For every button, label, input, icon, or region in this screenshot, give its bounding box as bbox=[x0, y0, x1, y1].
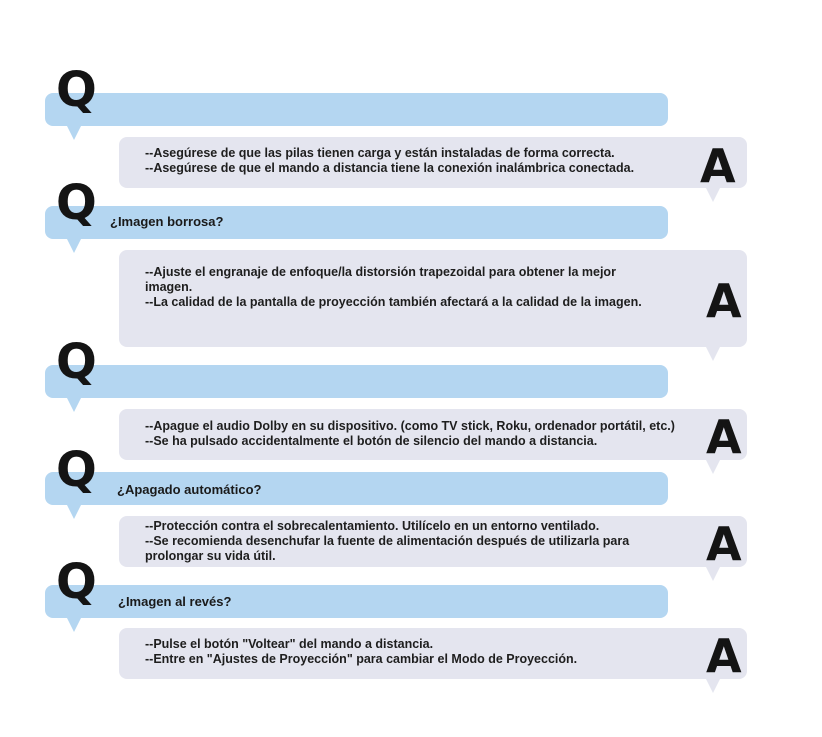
answer-text bbox=[145, 265, 642, 310]
answer-text bbox=[145, 519, 629, 564]
question-bar-tail bbox=[67, 239, 81, 253]
question-q-icon: Q bbox=[56, 62, 97, 118]
question-bar-tail bbox=[67, 618, 81, 632]
answer-line: --Asegúrese de que el mando a distancia tiene la conexión inalámbrica conectada. bbox=[145, 161, 635, 175]
question-q-icon: Q bbox=[56, 175, 97, 231]
question-bar-tail bbox=[67, 398, 81, 412]
answer-line: imagen. bbox=[145, 280, 193, 294]
answer-line: --Asegúrese de que las pilas tienen carga y están instaladas de forma correcta. bbox=[145, 146, 615, 160]
question-bar-tail bbox=[67, 126, 81, 140]
answer-line: --La calidad de la pantalla de proyección también afectará a la calidad de la imagen. bbox=[145, 295, 642, 309]
question-q-icon: Q bbox=[56, 554, 97, 610]
question-text: ¿Imagen al revés? bbox=[118, 594, 232, 609]
question-text: ¿Apagado automático? bbox=[117, 482, 262, 497]
answer-text bbox=[145, 146, 634, 176]
answer-text bbox=[145, 637, 577, 667]
answer-a-icon: A bbox=[700, 139, 736, 193]
question-text: ¿Imagen borrosa? bbox=[110, 214, 224, 229]
answer-line: --Ajuste el engranaje de enfoque/la distorsión trapezoidal para obtener la mejor bbox=[145, 265, 616, 279]
answer-a-icon: A bbox=[706, 410, 742, 464]
answer-line: --Pulse el botón "Voltear" del mando a distancia. bbox=[145, 637, 434, 651]
answer-a-icon: A bbox=[706, 274, 742, 328]
answer-line: --Se recomienda desenchufar la fuente de alimentación después de utilizarla para bbox=[145, 534, 630, 548]
question-bar-tail bbox=[67, 505, 81, 519]
question-q-icon: Q bbox=[56, 334, 97, 390]
answer-box-tail bbox=[706, 347, 720, 361]
answer-line: --Protección contra el sobrecalentamiento. Utilícelo en un entorno ventilado. bbox=[145, 519, 600, 533]
answer-a-icon: A bbox=[706, 517, 742, 571]
answer-a-icon: A bbox=[706, 629, 742, 683]
question-bar bbox=[45, 365, 668, 398]
question-bar bbox=[45, 93, 668, 126]
answer-line: --Apague el audio Dolby en su dispositivo. (como TV stick, Roku, ordenador portátil, etc.) bbox=[145, 419, 675, 433]
answer-line: --Entre en "Ajustes de Proyección" para cambiar el Modo de Proyección. bbox=[145, 652, 578, 666]
question-q-icon: Q bbox=[56, 442, 97, 498]
answer-text bbox=[145, 419, 675, 449]
answer-line: prolongar su vida útil. bbox=[145, 549, 276, 563]
answer-line: --Se ha pulsado accidentalmente el botón de silencio del mando a distancia. bbox=[145, 434, 598, 448]
